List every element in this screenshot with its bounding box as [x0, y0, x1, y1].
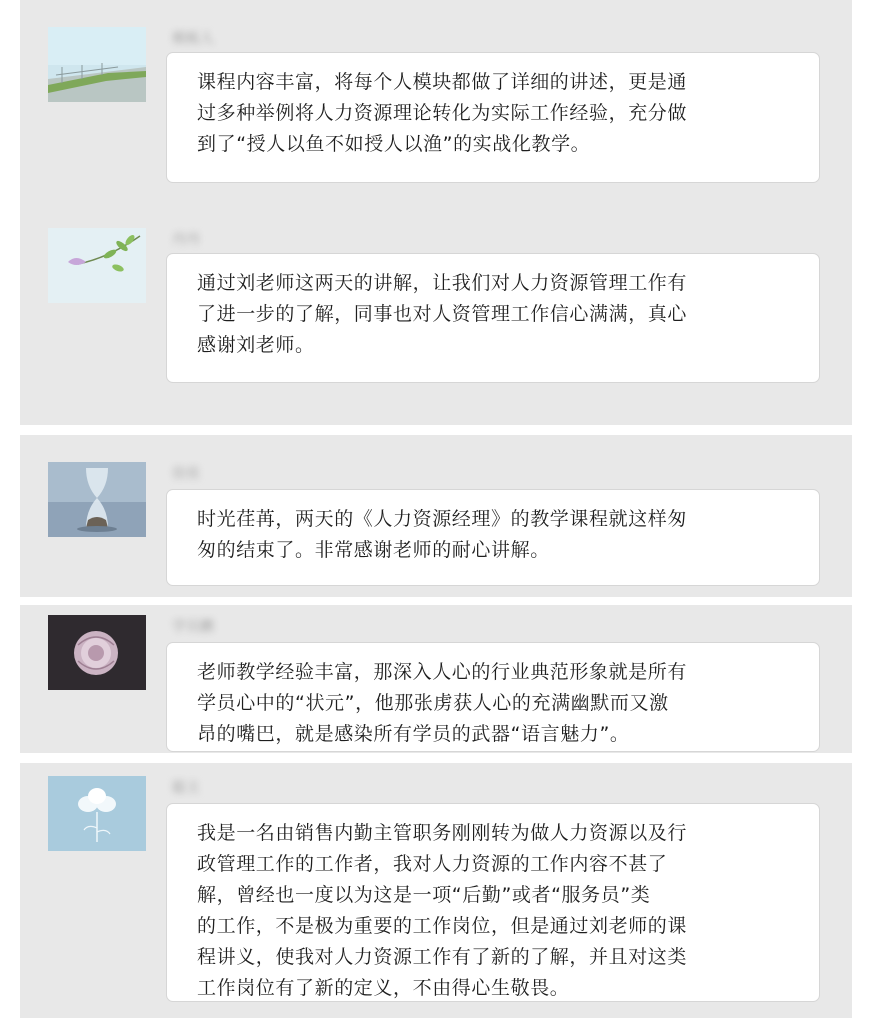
review-card-4: [20, 763, 852, 1018]
avatar[interactable]: [48, 462, 146, 537]
reviewer-name: 模板人: [172, 31, 214, 47]
reviewer-name: 学员鹏: [172, 619, 214, 635]
message-bubble: [166, 489, 820, 586]
review-text: 通过刘老师这两天的讲解，让我们对人力资源管理工作有 了进一步的了解，同事也对人资管理工作信心满满，真心 感谢刘老师。: [197, 272, 688, 356]
review-card-1: [20, 0, 852, 425]
review-text: 老师教学经验丰富，那深入人心的行业典范形象就是所有 学员心中的“状元”，他那张虏获人心的充满幽默而又激 昂的嘴巴，就是感染所有学员的武器“语言魅力”。: [197, 661, 688, 745]
reviewer-name: 丹丹: [172, 232, 200, 248]
avatar[interactable]: [48, 228, 146, 303]
rose-icon: [48, 615, 146, 690]
avatar[interactable]: [48, 615, 146, 690]
review-text: 时光荏苒，两天的《人力资源经理》的教学课程就这样匆 匆的结束了。非常感谢老师的耐心讲解。: [197, 508, 688, 561]
bridge-landscape-icon: [48, 27, 146, 102]
review-card-2: [20, 435, 852, 597]
review-text: 我是一名由销售内勤主管职务刚刚转为做人力资源以及行 政管理工作的工作者，我对人力资源的工作内容不甚了 解，曾经也一度以为这是一项“后勤”或者“服务员”类 的工作，不是极为重要的工作岗位，但是通过刘老师的课 程讲义，使我对人力资源工作有了新的了解，并且对这类 工作岗位有了新的定义，不由得心生敬畏。: [197, 822, 688, 999]
message-bubble: [166, 803, 820, 1002]
reviewer-name: 佳佳: [172, 466, 200, 482]
review-card-3: [20, 605, 852, 753]
hourglass-icon: [48, 462, 146, 537]
reviewer-name: 聪主: [172, 780, 200, 796]
flower-branch-icon: [48, 228, 146, 303]
avatar[interactable]: [48, 27, 146, 102]
avatar[interactable]: [48, 776, 146, 851]
dandelion-icon: [48, 776, 146, 851]
message-bubble: [166, 52, 820, 183]
message-bubble: [166, 642, 820, 752]
review-text: 课程内容丰富，将每个人模块都做了详细的讲述，更是通 过多种举例将人力资源理论转化为实际工作经验，充分做 到了“授人以鱼不如授人以渔”的实战化教学。: [197, 71, 688, 155]
message-bubble: [166, 253, 820, 383]
